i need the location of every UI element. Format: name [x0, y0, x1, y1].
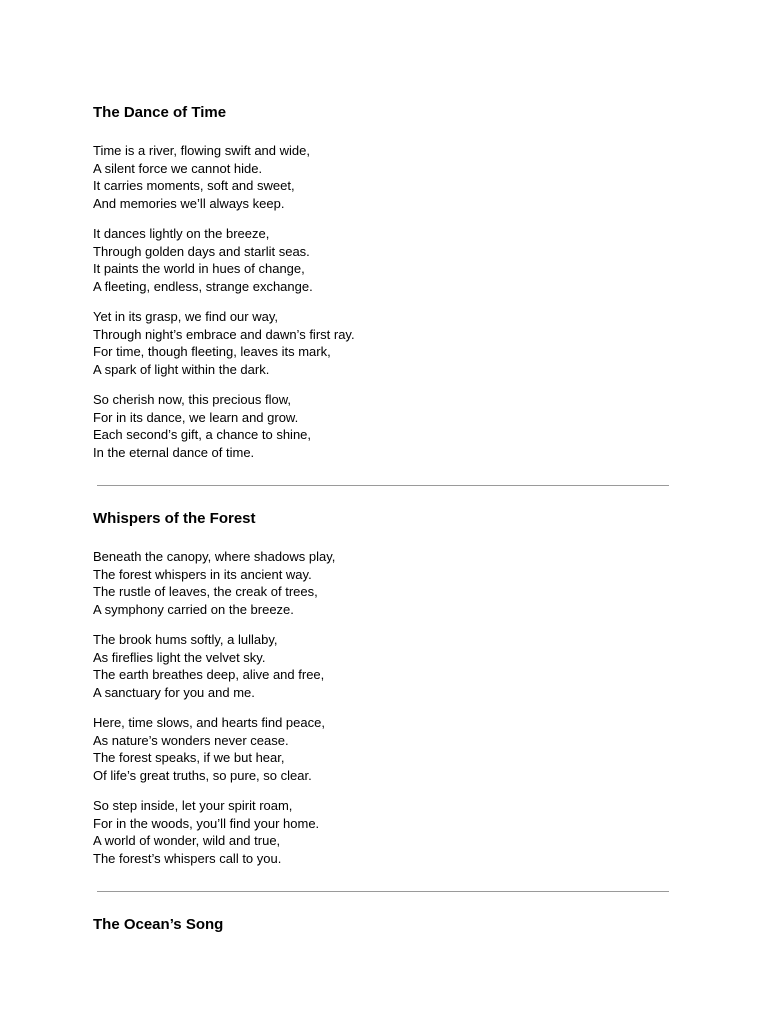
poem-line: The earth breathes deep, alive and free,: [93, 667, 325, 683]
section-divider: [97, 891, 669, 892]
stanza: [93, 714, 325, 785]
poem-line: Through golden days and starlit seas.: [93, 243, 310, 259]
poem-line: So step inside, let your spirit roam,: [93, 798, 293, 813]
poem-line: The forest speaks, if we but hear,: [93, 750, 285, 766]
poem-line: Of life’s great truths, so pure, so clear.: [93, 768, 312, 784]
stanza: [93, 631, 324, 702]
stanza: [93, 142, 310, 213]
poem-line: As nature’s wonders never cease.: [93, 732, 289, 748]
poem-line: For time, though fleeting, leaves its mark,: [93, 344, 331, 360]
poem-line: A silent force we cannot hide.: [93, 160, 263, 176]
poem-line: A symphony carried on the breeze.: [93, 602, 294, 618]
section-divider: [97, 485, 669, 486]
poem-line: The brook hums softly, a lullaby,: [93, 632, 278, 647]
poem-line: A fleeting, endless, strange exchange.: [93, 279, 313, 295]
poem-line: In the eternal dance of time.: [93, 445, 255, 461]
poem-line: For in the woods, you’ll find your home.: [93, 815, 320, 831]
stanza: [93, 548, 335, 619]
stanza: [93, 308, 355, 379]
stanza: [93, 797, 319, 868]
poem-line: For in its dance, we learn and grow.: [93, 409, 299, 425]
poem-line: Beneath the canopy, where shadows play,: [93, 549, 336, 564]
poem-line: A sanctuary for you and me.: [93, 685, 255, 701]
poem-line: It dances lightly on the breeze,: [93, 226, 270, 241]
poem-title: The Dance of Time: [93, 104, 227, 121]
poem-line: A world of wonder, wild and true,: [93, 833, 281, 849]
poem-title: The Ocean’s Song: [93, 916, 224, 933]
poem-line: It carries moments, soft and sweet,: [93, 178, 295, 194]
stanza: [93, 225, 313, 296]
poem-line: Each second’s gift, a chance to shine,: [93, 427, 312, 443]
stanza: [93, 391, 311, 462]
poem-line: Through night’s embrace and dawn’s first ray.: [93, 326, 355, 342]
poem-line: So cherish now, this precious flow,: [93, 392, 291, 407]
poem-line: And memories we’ll always keep.: [93, 196, 285, 212]
poem-line: Here, time slows, and hearts find peace,: [93, 715, 325, 730]
poem-line: Time is a river, flowing swift and wide,: [93, 143, 310, 158]
poem-title: Whispers of the Forest: [93, 510, 256, 527]
poem-line: A spark of light within the dark.: [93, 362, 270, 378]
poem-line: The forest’s whispers call to you.: [93, 851, 282, 867]
poem-line: Yet in its grasp, we find our way,: [93, 309, 278, 324]
poem-line: The forest whispers in its ancient way.: [93, 566, 312, 582]
poem-line: It paints the world in hues of change,: [93, 261, 305, 277]
poem-line: The rustle of leaves, the creak of trees,: [93, 584, 318, 600]
poem-line: As fireflies light the velvet sky.: [93, 649, 266, 665]
